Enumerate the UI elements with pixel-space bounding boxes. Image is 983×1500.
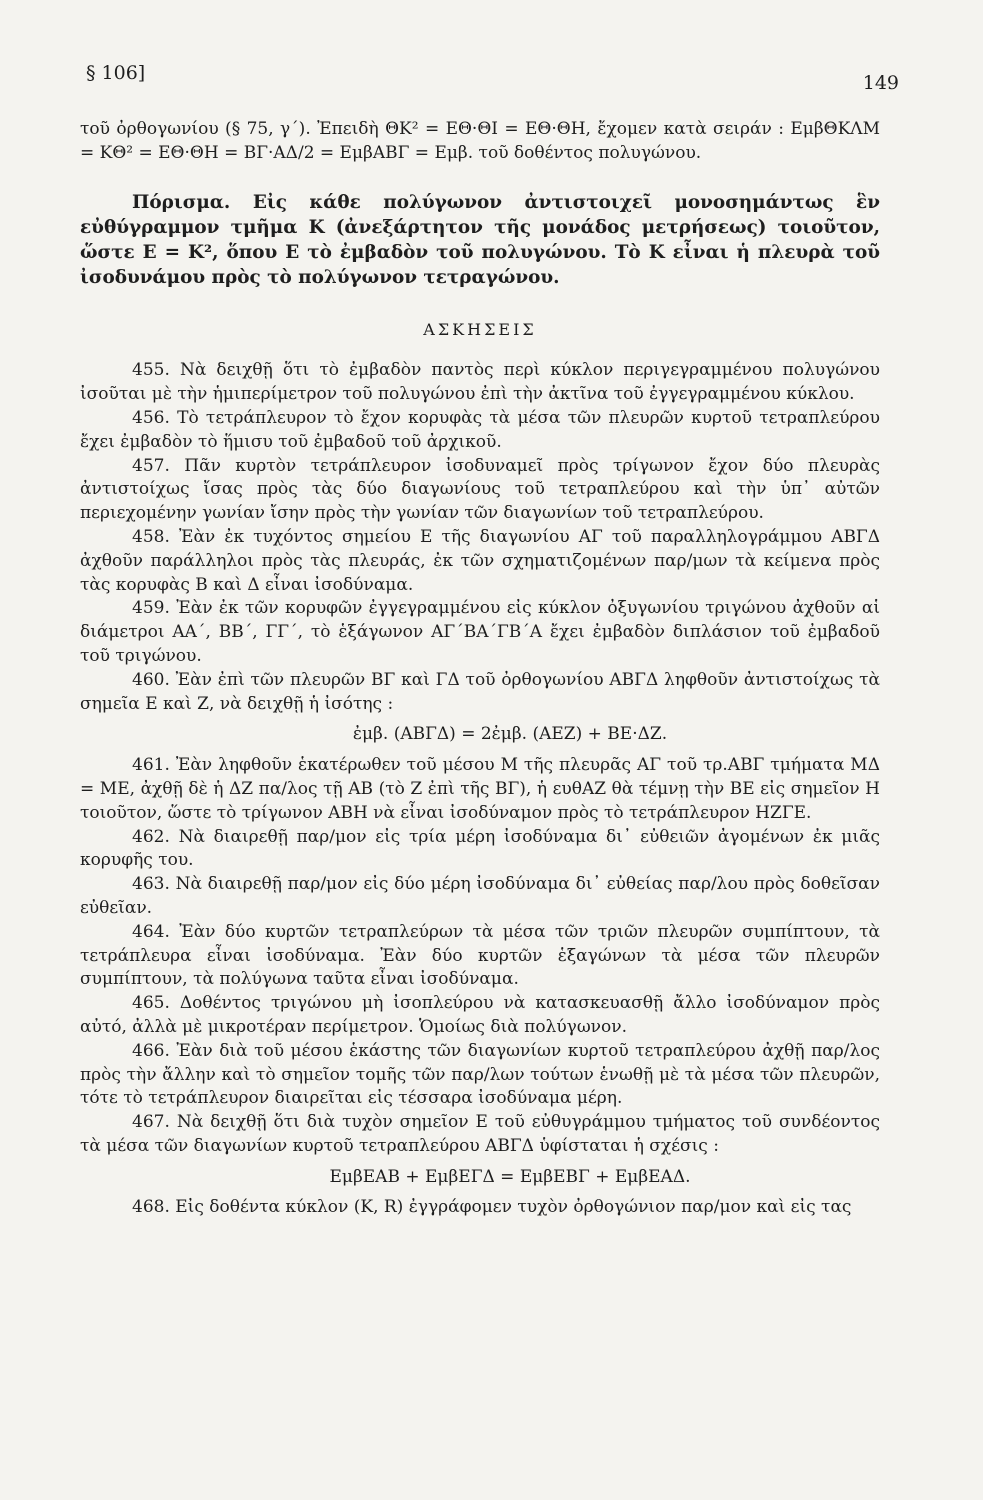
exercise-number: 461. (132, 755, 170, 776)
exercise-item (80, 407, 880, 455)
exercise-number: 455. (132, 360, 170, 381)
exercise-item (80, 992, 880, 1040)
page-number: 149 (862, 72, 899, 94)
intro-paragraph: τοῦ ὀρθογωνίου (§ 75, γ΄). Ἐπειδὴ ΘΚ² = ΕΘ·ΘΙ = ΕΘ·ΘΗ, ἔχομεν κατὰ σειράν : ΕμβΘΚΛΜ = ΚΘ² = ΕΘ·ΘΗ = ΒΓ·ΑΔ/2 = ΕμβΑΒΓ = Εμβ. τοῦ δοθέντος πολυγώνου. (80, 119, 880, 163)
exercise-number: 468. (132, 1197, 170, 1218)
exercise-item (80, 526, 880, 597)
exercise-number: 457. (132, 455, 170, 476)
exercise-item (80, 754, 880, 825)
exercise-text: Ἐὰν ληφθοῦν ἑκατέρωθεν τοῦ μέσου Μ τῆς πλευρᾶς ΑΓ τοῦ τρ.ΑΒΓ τμήματα ΜΔ = ΜΕ, ἀχθῇ δὲ ἡ ΔΖ πα/λος τῇ ΑΒ (τὸ Ζ ἐπὶ τῆς ΒΓ), ἡ ευθΑΖ θὰ τέμνῃ τὴν ΒΕ εἰς σημεῖον Η τοιοῦτον, ὥστε τὸ τρίγωνον ΑΒΗ νὰ εἶναι ἰσοδύναμον πρὸς τὸ τετράπλευρον ΗΖΓΕ. (80, 755, 880, 823)
exercise-text: Τὸ τετράπλευρον τὸ ἔχον κορυφὰς τὰ μέσα τῶν πλευρῶν κυρτοῦ τετραπλεύρου ἔχει ἐμβαδὸν τὸ ἥμισυ τοῦ ἐμβαδοῦ τοῦ ἀρχικοῦ. (80, 407, 880, 452)
page-header (86, 62, 899, 92)
exercise-text: Εἰς δοθέντα κύκλον (Κ, R) ἐγγράφομεν τυχὸν ὀρθογώνιον παρ/μον καὶ εἰς τας (175, 1197, 852, 1218)
exercises-heading: ΑΣΚΗΣΕΙΣ (423, 319, 537, 339)
exercise-number: 467. (132, 1112, 170, 1133)
exercise-list (80, 359, 880, 1220)
exercise-number: 466. (132, 1040, 170, 1061)
exercise-number: 459. (132, 598, 170, 619)
exercise-text: Ἐὰν ἐκ τῶν κορυφῶν ἐγγεγραμμένου εἰς κύκλον ὀξυγωνίου τριγώνου ἀχθοῦν αἱ διάμετροι ΑΑ΄, ΒΒ΄, ΓΓ΄, τὸ ἑξάγωνον ΑΓ΄ΒΑ΄ΓΒ΄Α ἔχει ἐμβαδὸν διπλάσιον τοῦ ἐμβαδοῦ τοῦ τριγώνου. (80, 598, 881, 666)
exercise-text: Ἐὰν δύο κυρτῶν τετραπλεύρων τὰ μέσα τῶν τριῶν πλευρῶν συμπίπτουν, τὰ τετράπλευρα εἶναι ἰσοδύναμα. Ἐὰν δύο κυρτῶν ἑξαγώνων τὰ μέσα τῶν πλευρῶν συμπίπτουν, τὰ πολύγωνα ταῦτα εἶναι ἰσοδύναμα. (80, 921, 880, 990)
exercise-text: Νὰ διαιρεθῇ παρ/μον εἰς δύο μέρη ἰσοδύναμα δι᾽ εὐθείας παρ/λου πρὸς δοθεῖσαν εὐθεῖαν. (80, 874, 880, 918)
exercise-text: Ἐὰν διὰ τοῦ μέσου ἑκάστης τῶν διαγωνίων κυρτοῦ τετραπλεύρου ἀχθῇ παρ/λος πρὸς τὴν ἄλλην καὶ τὸ σημεῖον τομῆς τῶν παρ/λων τούτων ἑνωθῇ μὲ τὰ μέσα τῶν πλευρῶν, τότε τὸ τετράπλευρον διαιρεῖται εἰς τέσσαρα ἰσοδύναμα μέρη. (80, 1040, 880, 1109)
exercise-item (80, 1040, 880, 1111)
exercise-number: 464. (132, 921, 170, 942)
section-reference: § 106] (86, 62, 146, 84)
corollary-label: Πόρισμα. (132, 191, 231, 213)
exercise-item (80, 873, 880, 921)
exercise-item (80, 1196, 880, 1220)
exercise-item (80, 921, 880, 992)
exercise-text: Νὰ δειχθῇ ὅτι τὸ ἐμβαδὸν παντὸς περὶ κύκλον περιγεγραμμένου πολυγώνου ἰσοῦται μὲ τὴν ἡμιπερίμετρον τοῦ πολυγώνου ἐπὶ τὴν ἀκτῖνα τοῦ ἐγγεγραμμένου κύκλου. (80, 360, 880, 405)
exercise-number: 456. (132, 407, 170, 428)
exercise-number: 460. (132, 669, 170, 690)
page-body (80, 118, 880, 1220)
exercise-item (80, 359, 880, 407)
exercise-number: 462. (132, 826, 170, 847)
exercise-item (80, 1111, 880, 1159)
exercise-text: Πᾶν κυρτὸν τετράπλευρον ἰσοδυναμεῖ πρὸς τρίγωνον ἔχον δύο πλευρὰς ἀντιστοίχως ἴσας πρὸς τὰς δύο διαγωνίους τοῦ τετραπλεύρου καὶ τὴν ὑπ᾽ αὐτῶν περιεχομένην γωνίαν ἴσην πρὸς τὴν γωνίαν τῶν διαγωνίων τοῦ τετραπλεύρου. (80, 455, 880, 524)
exercise-item (80, 669, 880, 717)
exercise-text: Ἐὰν ἐκ τυχόντος σημείου Ε τῆς διαγωνίου ΑΓ τοῦ παραλληλογράμμου ΑΒΓΔ ἀχθοῦν παράλληλοι πρὸς τὰς πλευράς, ἐκ τῶν σχηματιζομένων παρ/μων τὰ κείμενα πρὸς τὰς κορυφὰς Β καὶ Δ εἶναι ἰσοδύναμα. (80, 526, 881, 595)
exercise-text: Ἐὰν ἐπὶ τῶν πλευρῶν ΒΓ καὶ ΓΔ τοῦ ὀρθογωνίου ΑΒΓΔ ληφθοῦν ἀντιστοίχως τὰ σημεῖα Ε καὶ Ζ, νὰ δειχθῇ ἡ ἰσότης : (80, 669, 881, 714)
exercise-text: Νὰ δειχθῇ ὅτι διὰ τυχὸν σημεῖον Ε τοῦ εὐθυγράμμου τμήματος τοῦ συνδέοντος τὰ μέσα τῶν διαγωνίων κυρτοῦ τετραπλεύρου ΑΒΓΔ ὑφίσταται ἡ σχέσις : (80, 1112, 880, 1156)
exercise-item (80, 597, 880, 668)
corollary-text: Εἰς κάθε πολύγωνον ἀντιστοιχεῖ μονοσημάντως ἓν εὐθύγραμμον τμῆμα Κ (ἀνεξάρτητον τῆς μονάδος μετρήσεως) τοιοῦτον, ὥστε Ε = Κ², ὅπου Ε τὸ ἐμβαδὸν τοῦ πολυγώνου. Τὸ Κ εἶναι ἡ πλευρὰ τοῦ ἰσοδυνάμου πρὸς τὸ πολύγωνον τετραγώνου. (80, 191, 880, 288)
exercise-item (80, 826, 880, 874)
corollary-paragraph (80, 190, 880, 290)
exercise-number: 458. (132, 526, 170, 547)
exercise-text: Νὰ διαιρεθῇ παρ/μον εἰς τρία μέρη ἰσοδύναμα δι᾽ εὐθειῶν ἀγομένων ἐκ μιᾶς κορυφῆς του. (80, 826, 881, 871)
exercise-number: 463. (132, 874, 170, 895)
exercise-item (80, 455, 880, 526)
exercise-formula: ΕμβΕΑΒ + ΕμβΕΓΔ = ΕμβΕΒΓ + ΕμβΕΑΔ. (329, 1166, 691, 1187)
exercise-number: 465. (132, 993, 170, 1014)
exercise-text: Δοθέντος τριγώνου μὴ ἰσοπλεύρου νὰ κατασκευασθῇ ἄλλο ἰσοδύναμον πρὸς αὐτό, ἀλλὰ μὲ μικροτέραν περίμετρον. Ὁμοίως διὰ πολύγωνον. (80, 993, 880, 1037)
exercise-formula: ἐμβ. (ΑΒΓΔ) = 2ἐμβ. (ΑΕΖ) + ΒΕ·ΔΖ. (352, 724, 668, 745)
